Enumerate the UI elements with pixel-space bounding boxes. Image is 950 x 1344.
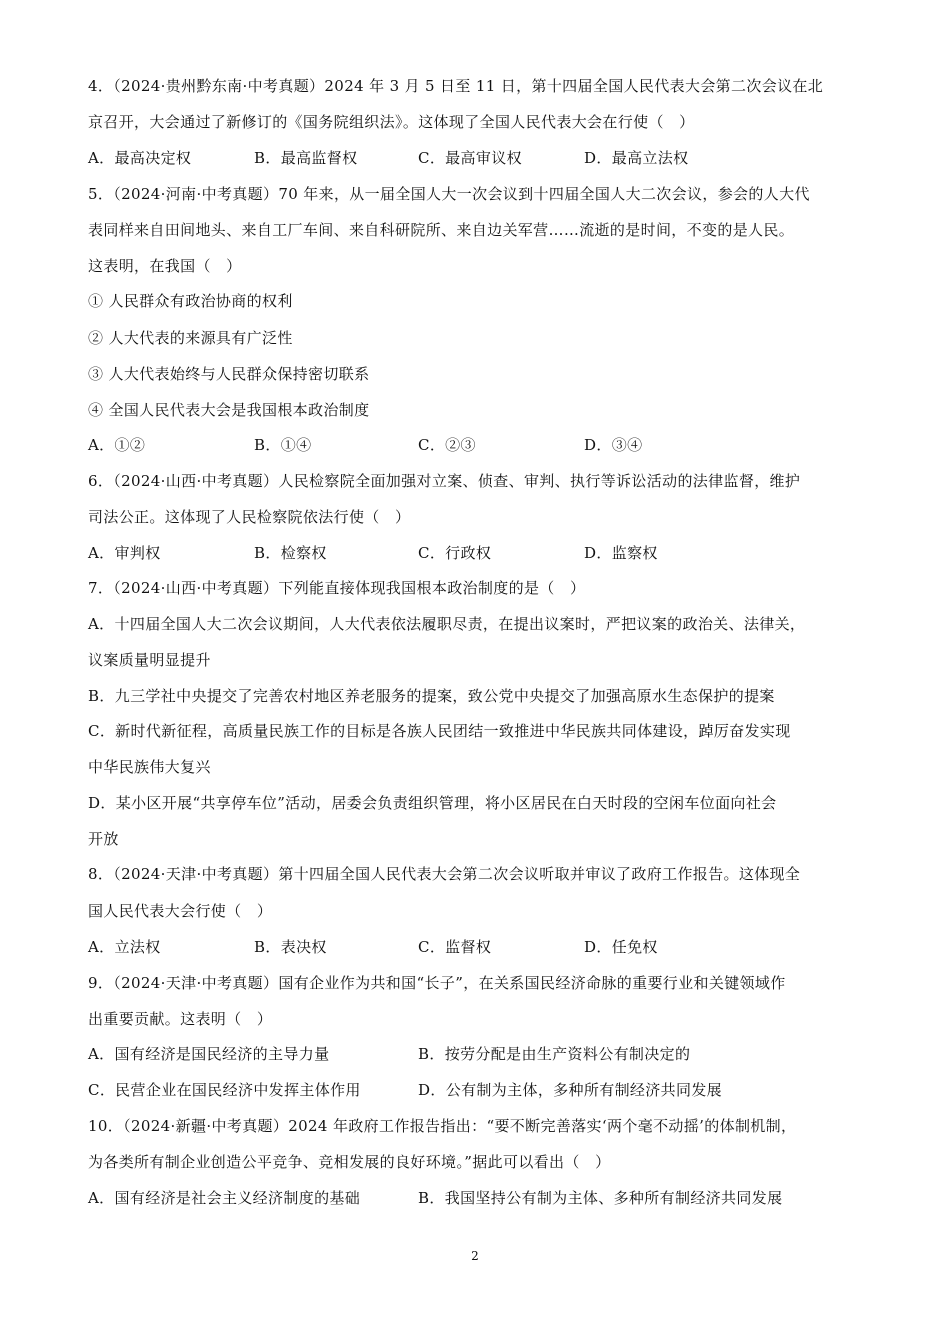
q7-option-a-line1: A．十四届全国人大二次会议期间，人大代表依法履职尽责，在提出议案时，严把议案的政治关、法律关，	[88, 615, 806, 633]
q6-option-b: B．检察权	[254, 544, 327, 562]
q9-stem-line2: 出重要贡献。这表明（ ）	[88, 1010, 273, 1028]
q8-option-b: B．表决权	[254, 938, 327, 956]
q7-option-a-line2: 议案质量明显提升	[88, 651, 211, 669]
q5-item-1: ① 人民群众有政治协商的权利	[88, 292, 293, 310]
q7-option-c-line1: C．新时代新征程，高质量民族工作的目标是各族人民团结一致推进中华民族共同体建设，踔厉奋发实现	[88, 722, 791, 740]
q5-stem-line3: 这表明，在我国（ ）	[88, 257, 242, 275]
q4-stem-line1: 4．（2024·贵州黔东南·中考真题）2024 年 3 月 5 日至 11 日，第十四届全国人民代表大会第二次会议在北	[88, 77, 824, 95]
q5-item-4: ④ 全国人民代表大会是我国根本政治制度	[88, 401, 370, 419]
q10-option-b: B．我国坚持公有制为主体、多种所有制经济共同发展	[418, 1189, 783, 1207]
q5-item-2: ② 人大代表的来源具有广泛性	[88, 329, 293, 347]
q9-option-d: D．公有制为主体，多种所有制经济共同发展	[418, 1081, 723, 1099]
q5-option-b: B．①④	[254, 436, 312, 454]
q10-stem-line2: 为各类所有制企业创造公平竞争、竞相发展的良好环境。”据此可以看出（ ）	[88, 1153, 611, 1171]
q7-option-d-line1: D．某小区开展“共享停车位”活动，居委会负责组织管理，将小区居民在白天时段的空闲车位面向社会	[88, 794, 777, 812]
q4-option-d: D．最高立法权	[584, 149, 689, 167]
q7-option-d-line2: 开放	[88, 830, 119, 848]
q5-stem-line2: 表同样来自田间地头、来自工厂车间、来自科研院所、来自边关军营……流逝的是时间，不变的是人民。	[88, 221, 795, 239]
q7-option-b: B．九三学社中央提交了完善农村地区养老服务的提案，致公党中央提交了加强高原水生态保护的提案	[88, 687, 775, 705]
q8-option-a: A．立法权	[88, 938, 161, 956]
q10-stem-line1: 10．（2024·新疆·中考真题）2024 年政府工作报告指出：“要不断完善落实‘两个毫不动摇’的体制机制，	[88, 1117, 797, 1135]
q10-option-a: A．国有经济是社会主义经济制度的基础	[88, 1189, 361, 1207]
q8-stem-line2: 国人民代表大会行使（ ）	[88, 902, 273, 920]
q5-item-3: ③ 人大代表始终与人民群众保持密切联系	[88, 365, 370, 383]
q4-option-b: B．最高监督权	[254, 149, 358, 167]
q4-option-c: C．最高审议权	[418, 149, 522, 167]
q8-stem-line1: 8．（2024·天津·中考真题）第十四届全国人民代表大会第二次会议听取并审议了政府工作报告。这体现全	[88, 865, 801, 883]
q5-option-a: A．①②	[88, 436, 146, 454]
q9-stem-line1: 9．（2024·天津·中考真题）国有企业作为共和国“长子”，在关系国民经济命脉的重要行业和关键领域作	[88, 974, 786, 992]
q5-option-d: D．③④	[584, 436, 643, 454]
q8-option-d: D．任免权	[584, 938, 658, 956]
q7-option-c-line2: 中华民族伟大复兴	[88, 758, 211, 776]
q5-option-c: C．②③	[418, 436, 476, 454]
q9-option-a: A．国有经济是国民经济的主导力量	[88, 1045, 330, 1063]
q6-stem-line1: 6．（2024·山西·中考真题）人民检察院全面加强对立案、侦查、审判、执行等诉讼活动的法律监督，维护	[88, 472, 801, 490]
q6-option-a: A．审判权	[88, 544, 161, 562]
q7-stem: 7．（2024·山西·中考真题）下列能直接体现我国根本政治制度的是（ ）	[88, 579, 586, 597]
q4-stem-line2: 京召开，大会通过了新修订的《国务院组织法》。这体现了全国人民代表大会在行使（ ）	[88, 113, 695, 131]
q6-option-d: D．监察权	[584, 544, 658, 562]
page-number: 2	[471, 1249, 479, 1263]
q5-stem-line1: 5．（2024·河南·中考真题）70 年来，从一届全国人大一次会议到十四届全国人大二次会议，参会的人大代	[88, 185, 810, 203]
q8-option-c: C．监督权	[418, 938, 492, 956]
q9-option-c: C．民营企业在国民经济中发挥主体作用	[88, 1081, 361, 1099]
q4-option-a: A．最高决定权	[88, 149, 192, 167]
q9-option-b: B．按劳分配是由生产资料公有制决定的	[418, 1045, 691, 1063]
q6-stem-line2: 司法公正。这体现了人民检察院依法行使（ ）	[88, 508, 411, 526]
q6-option-c: C．行政权	[418, 544, 492, 562]
